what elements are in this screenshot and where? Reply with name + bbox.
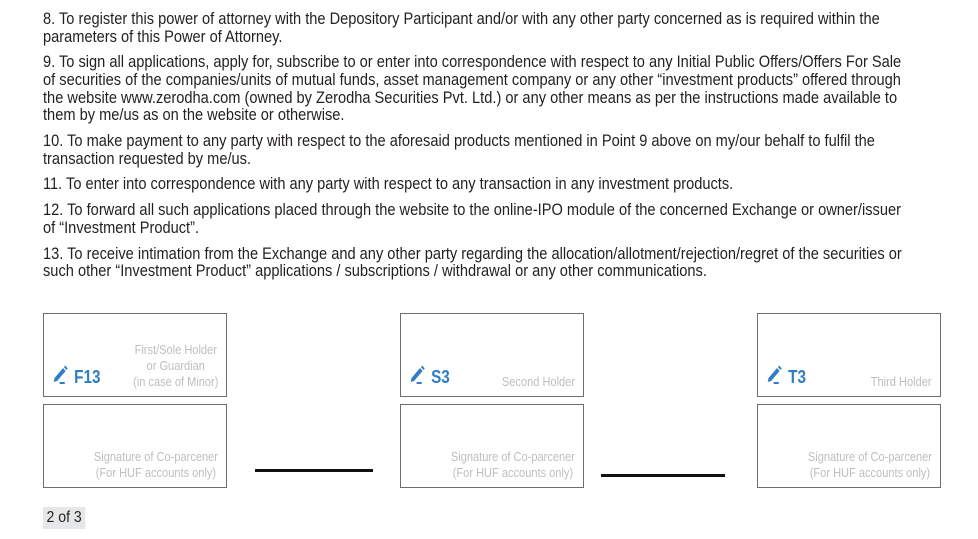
first-coparcener-signature-box[interactable] (43, 404, 227, 488)
coparcener-label (94, 449, 218, 481)
clause-continuation: of securities of the companies/units of mutual funds, asset management company or any other “investment products” offered through (43, 70, 901, 89)
code-text: T3 (788, 367, 806, 387)
clause-continuation: parameters of this Power of Attorney. (43, 26, 283, 46)
coparcener-label (451, 449, 575, 481)
label-line: (For HUF accounts only) (95, 465, 217, 480)
pencil-icon (409, 365, 428, 390)
label-line: First/Sole Holder (134, 342, 217, 357)
signature-line (255, 469, 373, 472)
second-holder-signature-box[interactable] (400, 313, 584, 397)
signature-code (766, 365, 806, 390)
label-line: Signature of Co-parcener (807, 449, 932, 464)
signature-line (601, 474, 725, 477)
clause-item: 13. To receive intimation from the Exchange and any other party regarding the allocation/allotment/rejection/regret of the securities or (43, 243, 902, 263)
label-line: (For HUF accounts only) (809, 465, 931, 480)
holder-label (871, 374, 932, 390)
pencil-icon (766, 365, 785, 390)
third-holder-signature-box[interactable] (757, 313, 941, 397)
second-coparcener-signature-box[interactable] (400, 404, 584, 488)
label-line: (For HUF accounts only) (452, 465, 574, 480)
label-line: Second Holder (501, 374, 575, 389)
label-line: Signature of Co-parcener (450, 449, 575, 464)
code-text: F13 (74, 367, 101, 387)
signature-code (52, 365, 100, 390)
clause-item: 8. To register this power of attorney with the Depository Participant and/or with any other party concerned as is required within the (43, 9, 880, 28)
clause-continuation: of “Investment Product”. (43, 217, 200, 237)
label-line: (in case of Minor) (132, 374, 218, 389)
label-line: or Guardian (146, 358, 205, 373)
clause-continuation: them by me/us as on the website or otherwise. (43, 105, 345, 125)
holder-label (502, 374, 575, 390)
third-coparcener-signature-box[interactable] (757, 404, 941, 488)
clause-continuation: transaction requested by me/us. (43, 148, 252, 168)
label-line: Third Holder (871, 374, 932, 389)
clause-continuation: such other “Investment Product” applications / subscriptions / withdrawal or any other communications. (43, 261, 707, 281)
clause-item: 9. To sign all applications, apply for, subscribe to or enter into correspondence with respect to any Initial Public Offers/Offers For Sale (43, 52, 902, 72)
clause-item: 10. To make payment to any party with respect to the aforesaid products mentioned in Point 9 above on my/our behalf to fulfil the (43, 131, 875, 150)
clause-item: 11. To enter into correspondence with any party with respect to any transaction in any investment products. (43, 174, 734, 194)
first-holder-signature-box[interactable] (43, 313, 227, 397)
code-text: S3 (431, 367, 450, 387)
holder-label (133, 342, 218, 390)
signature-code (409, 365, 450, 390)
label-line: Signature of Co-parcener (93, 449, 218, 464)
page-indicator: 2 of 3 (43, 507, 85, 529)
coparcener-label (808, 449, 932, 481)
clause-continuation: the website www.zerodha.com (owned by Zerodha Securities Pvt. Ltd.) or any other means as per the instructions made available to (43, 87, 898, 107)
clause-item: 12. To forward all such applications placed through the website to the online-IPO module of the concerned Exchange or owner/issuer (43, 200, 901, 220)
pencil-icon (52, 365, 71, 390)
